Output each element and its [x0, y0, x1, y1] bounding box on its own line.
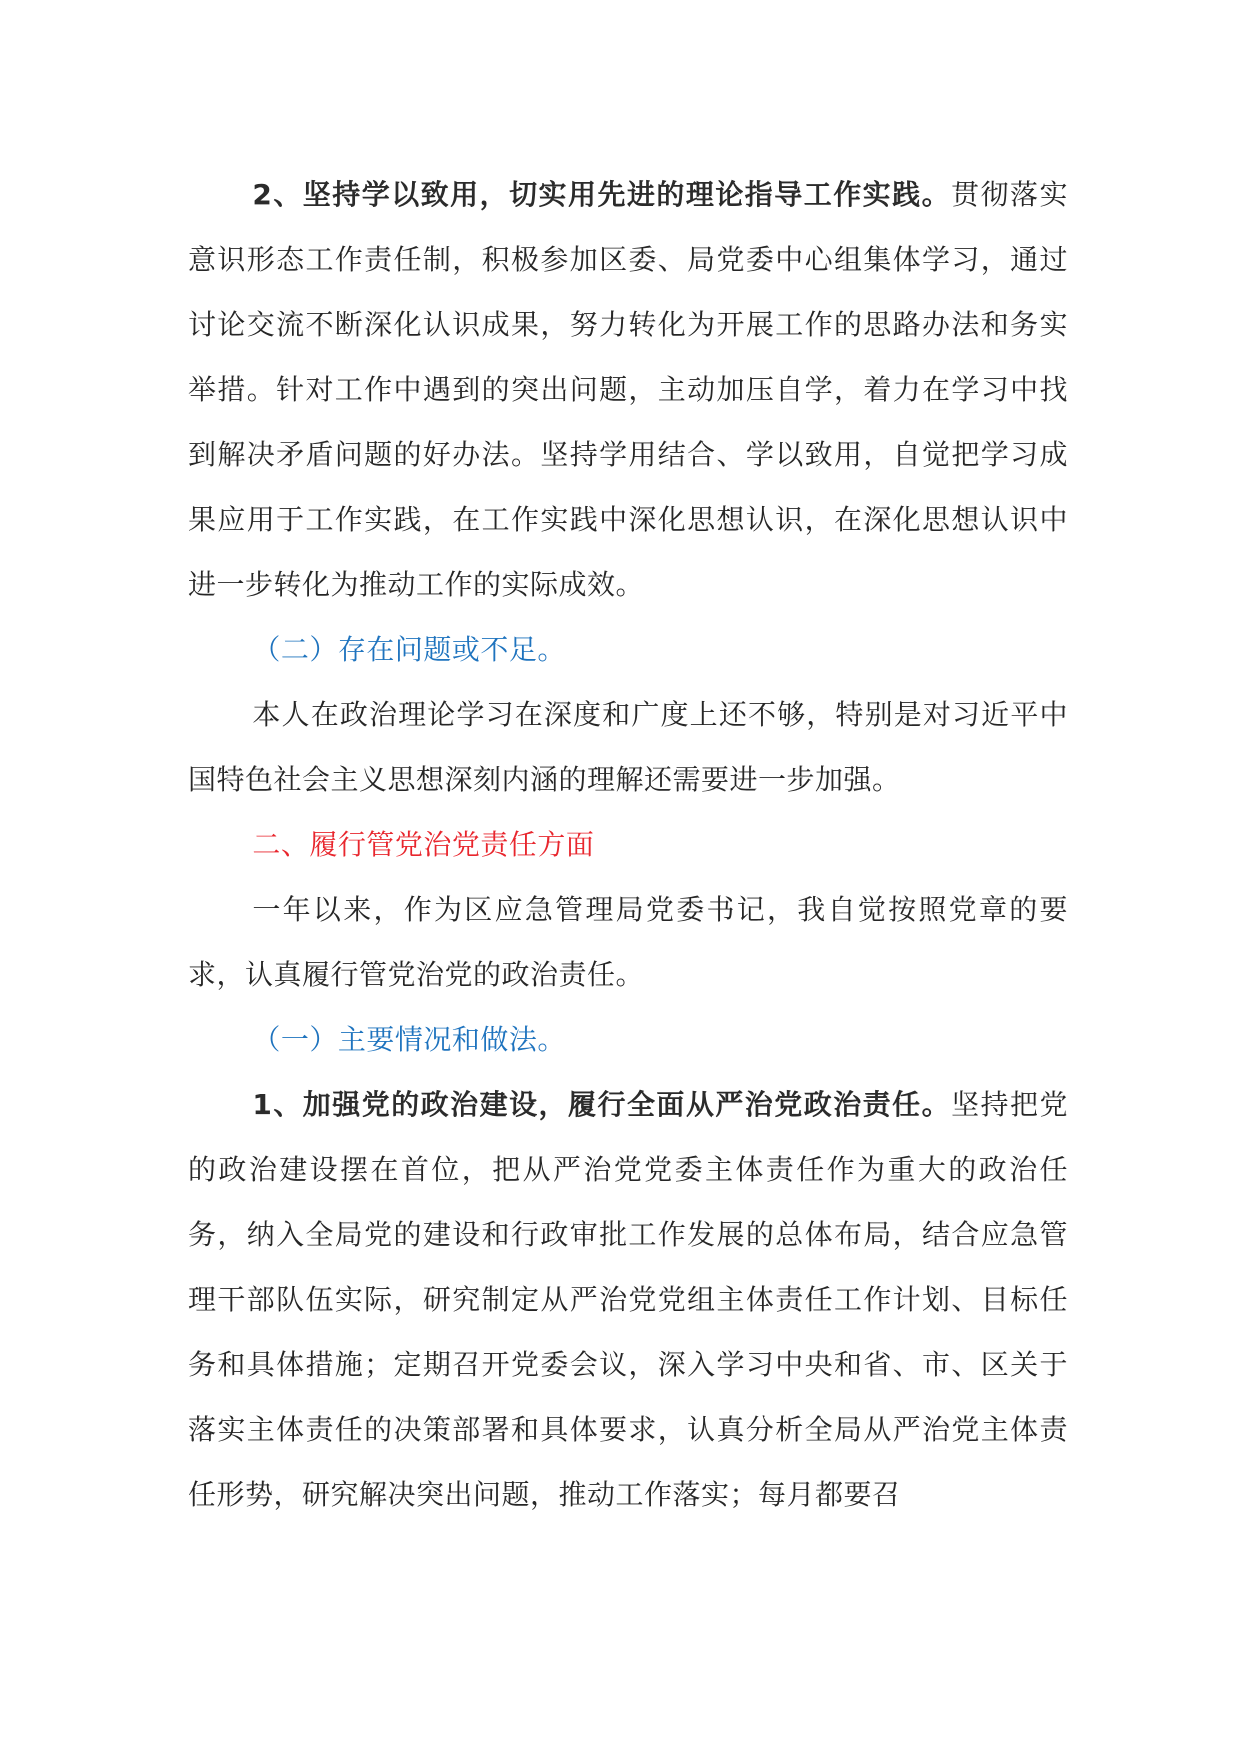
document-body	[188, 162, 1068, 1527]
paragraph-political-building	[188, 1072, 1068, 1527]
paragraph-lead-bold: 1、加强党的政治建设，履行全面从严治党政治责任。	[252, 1088, 952, 1121]
paragraph-text: 贯彻落实意识形态工作责任制，积极参加区委、局党委中心组集体学习，通过讨论交流不断深化认识成果，努力转化为开展工作的思路办法和务实举措。针对工作中遇到的突出问题，主动加压自学，着力在学习中找到解决矛盾问题的好办法。坚持学用结合、学以致用，自觉把学习成果应用于工作实践，在工作实践中深化思想认识，在深化思想认识中进一步转化为推动工作的实际成效。	[188, 178, 1068, 601]
subheading-main-situation: （一）主要情况和做法。	[252, 1023, 566, 1056]
paragraph-intro: 一年以来，作为区应急管理局党委书记，我自觉按照党章的要求，认真履行管党治党的政治责任。	[188, 893, 1068, 991]
section-heading-party-responsibility: 二、履行管党治党责任方面	[252, 828, 595, 861]
paragraph-text: 坚持把党的政治建设摆在首位，把从严治党党委主体责任作为重大的政治任务，纳入全局党的建设和行政审批工作发展的总体布局，结合应急管理干部队伍实际，研究制定从严治党党组主体责任工作计划、目标任务和具体措施；定期召开党委会议，深入学习中央和省、市、区关于落实主体责任的决策部署和具体要求，认真分析全局从严治党主体责任形势，研究解决突出问题，推动工作落实；每月都要召	[188, 1088, 1068, 1511]
paragraph-lead-bold: 2、坚持学以致用，切实用先进的理论指导工作实践。	[252, 178, 952, 211]
paragraph-study-application	[188, 162, 1068, 617]
paragraph-problems: 本人在政治理论学习在深度和广度上还不够，特别是对习近平中国特色社会主义思想深刻内涵的理解还需要进一步加强。	[188, 698, 1068, 796]
subheading-problems: （二）存在问题或不足。	[252, 633, 566, 666]
